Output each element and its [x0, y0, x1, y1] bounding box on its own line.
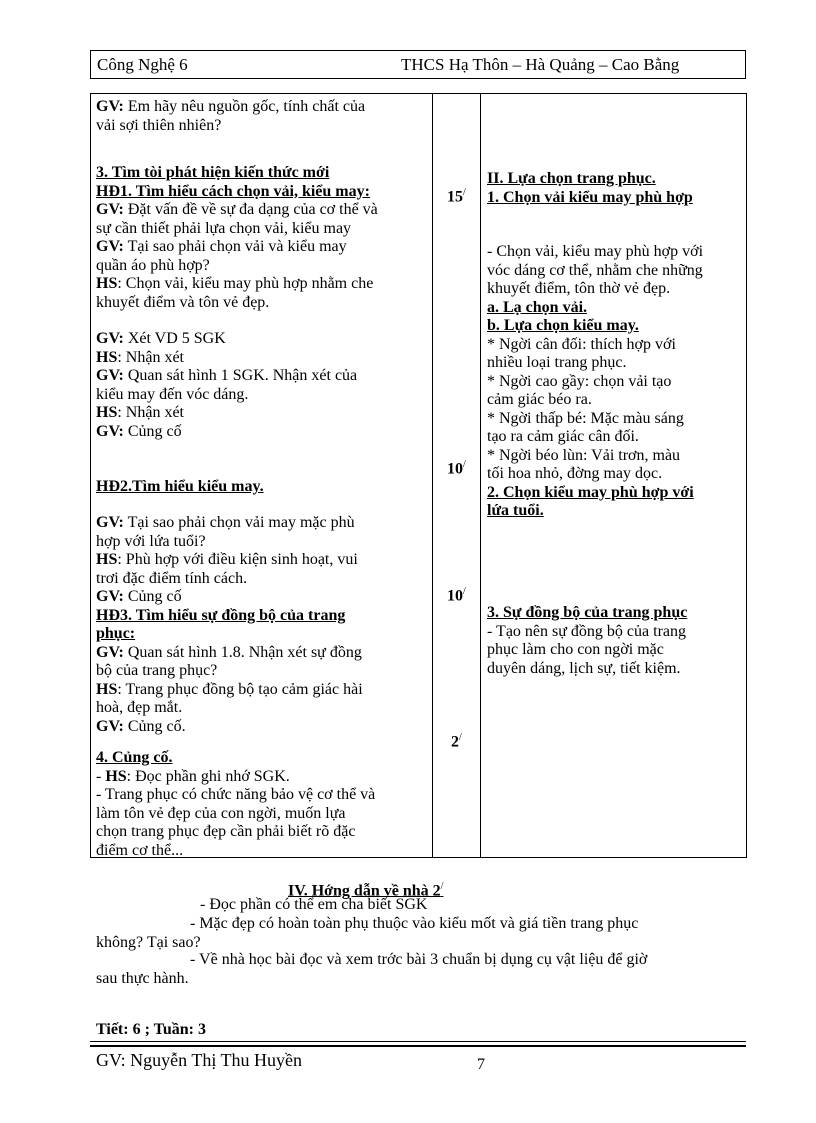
subject-label: Công Nghệ 6 — [97, 55, 188, 74]
time-hd2: 10/ — [447, 459, 466, 478]
section-2-body: - Chọn vải, kiểu may phù hợp với vóc dáng cơ thể, nhằm che những khuyết điểm, tôn thờ vẻ đẹp. a. Lạ chọn vải. b. Lựa chọn kiểu may. * Ngời cân đối: thích hợp với nhiều loại trang phục. * Ngời cao gầy: chọn vải tạo cảm giác béo ra. * Ngời thấp bé: Mặc màu sáng tạo ra cảm giác cân đối. * Ngời béo lùn: Vải trơn, màu tối hoa nhỏ, đờng may dọc. 2. Chọn kiểu may phù hợp với lứa tuổi. — [487, 243, 704, 519]
section-2-title: II. Lựa chọn trang phục. — [487, 170, 656, 187]
school-label: THCS Hạ Thôn – Hà Quảng – Cao Bằng — [401, 55, 680, 74]
section-2-block — [487, 170, 693, 207]
teacher-name: GV: Nguyễn Thị Thu Huyền — [96, 1050, 302, 1070]
page-number: 7 — [477, 1056, 485, 1073]
intro-question: GV: Em hãy nêu nguồn gốc, tính chất của vải sợi thiên nhiên? — [96, 98, 366, 134]
section-2-3-block: 3. Sự đồng bộ của trang phục - Tạo nên sự đồng bộ của trang phục làm cho con ngời mặc duyên dáng, lịch sự, tiết kiệm. — [487, 604, 688, 677]
section-4-title: 4. Củng cố. — [96, 749, 173, 766]
hd1-title: HĐ1. Tìm hiểu cách chọn vải, kiểu may: — [96, 182, 370, 200]
time-hd3: 10/ — [447, 586, 466, 605]
content-column — [481, 94, 747, 858]
section-2-1-title: 1. Chọn vải kiểu may phù hợp — [487, 188, 693, 206]
section-4-block: 4. Củng cố. - HS: Đọc phần ghi nhớ SGK. - Trang phục có chức năng bảo vệ cơ thể và làm tôn vẻ đẹp của con ngời, muốn lựa chọn trang phục đẹp cần phải biết rõ đặc điểm cơ thể... — [96, 749, 376, 859]
lesson-table — [90, 93, 747, 858]
hd2-block: GV: Tại sao phải chọn vải may mặc phù hợp với lứa tuổi? HS: Phù hợp với điều kiện sinh hoạt, vui trơi đặc điểm tính cách. GV: Củng cố HĐ3. Tìm hiểu sự đồng bộ của trang phục: GV: Quan sát hình 1.8. Nhận xét sự đồng bộ của trang phục? HS: Trang phục đồng bộ tạo cảm giác hài hoà, đẹp mắt. GV: Củng cố. — [96, 514, 363, 735]
activities-column — [91, 94, 433, 858]
section-3-title: 3. Tìm tòi phát hiện kiến thức mới — [96, 164, 330, 181]
subsection-a-title: a. Lạ chọn vải. — [487, 298, 588, 316]
homework-title: IV. Hớng dẫn về nhà 2/ — [288, 881, 444, 900]
footer-rule-thick — [90, 1045, 746, 1047]
hd2-title: HĐ2.Tìm hiểu kiểu may. — [96, 478, 264, 495]
time-column — [433, 94, 481, 858]
page-header — [90, 50, 746, 79]
lesson-week: Tiết: 6 ; Tuần: 3 — [96, 1021, 206, 1038]
time-hd1: 15/ — [447, 187, 466, 206]
hd3-title: HĐ3. Tìm hiểu sự đồng bộ của trang — [96, 606, 346, 624]
time-consolidation: 2/ — [451, 732, 462, 751]
section-2-3-title: 3. Sự đồng bộ của trang phục — [487, 604, 688, 621]
subsection-b-title: b. Lựa chọn kiểu may. — [487, 317, 639, 334]
hd1-block-2: GV: Xét VD 5 SGK HS: Nhận xét GV: Quan sát hình 1 SGK. Nhận xét của kiểu may đến vóc dáng. HS: Nhận xét GV: Củng cố — [96, 330, 358, 440]
section-2-2-title: 2. Chọn kiểu may phù hợp với — [487, 483, 694, 501]
hd1-block: 3. Tìm tòi phát hiện kiến thức mới HĐ1. Tìm hiểu cách chọn vải, kiểu may: GV: Đặt vấn đề về sự đa dạng của cơ thể và sự cần thiết phải lựa chọn vải, kiểu may GV: Tại sao phải chọn vải và kiểu may quần áo phù hợp? HS: Chọn vải, kiểu may phù hợp nhằm che khuyết điểm và tôn vẻ đẹp. — [96, 164, 378, 311]
footer-rule — [90, 1041, 746, 1042]
